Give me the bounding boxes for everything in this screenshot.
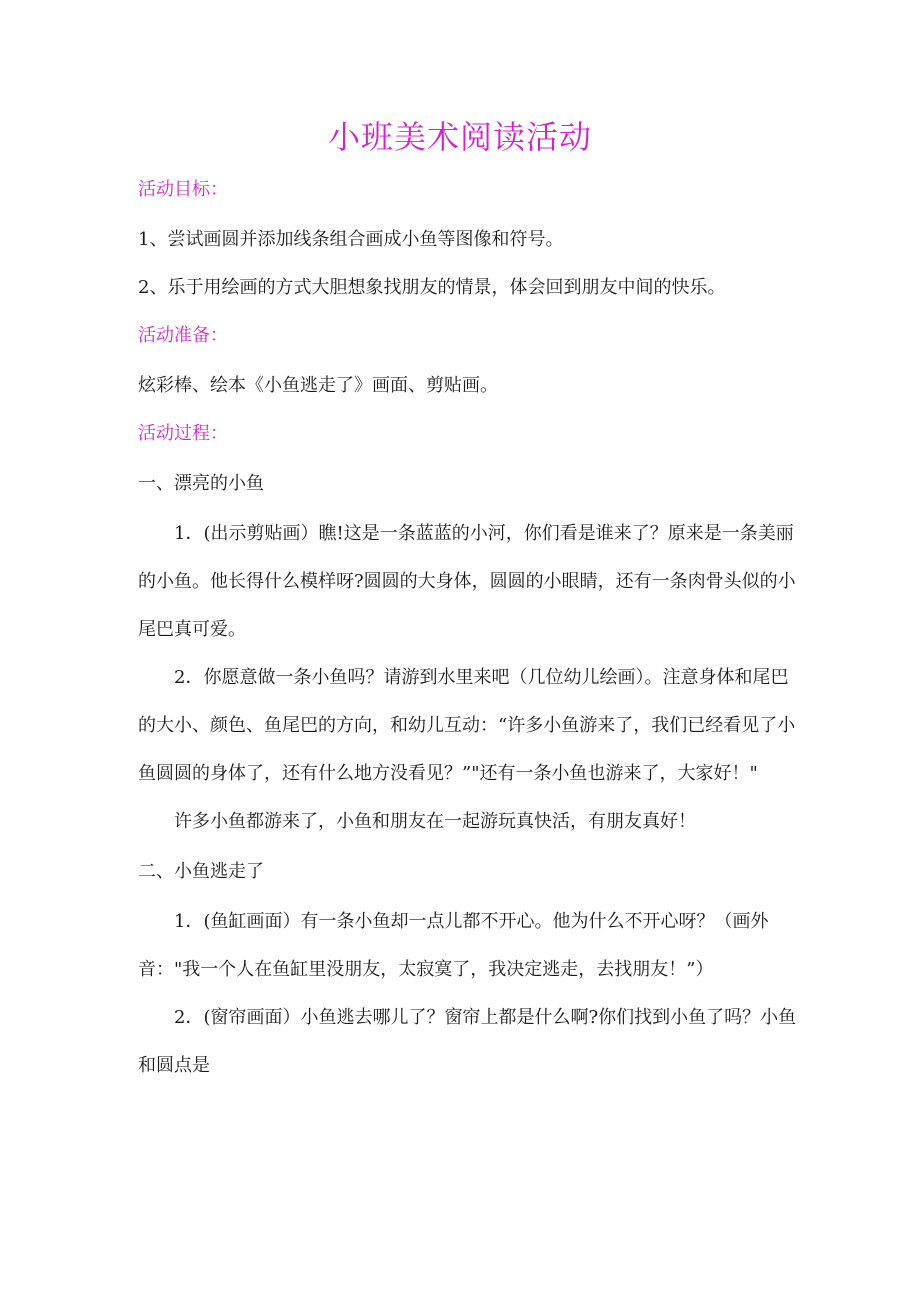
page-title: 小班美术阅读活动 [327,118,592,156]
process-part1-paragraph-3: 许多小鱼都游来了，小鱼和朋友在一起游玩真快活，有朋友真好！ [174,811,696,832]
process-part1-paragraph-2: 2．你愿意做一条小鱼吗？请游到水里来吧（几位幼儿绘画）。注意身体和尾巴的大小、颜色、鱼尾巴的方向，和幼儿互动：“许多小鱼游来了，我们已经看见了小鱼圆圆的身体了，还有什么地方没看见？”"还有一条小鱼也游来了，大家好！" [138,667,796,784]
section-heading-goals: 活动目标： [138,179,228,200]
process-part-title-2: 二、小鱼逃走了 [138,861,264,882]
section-heading-process: 活动过程： [138,423,228,444]
process-part-title-1: 一、漂亮的小鱼 [138,473,264,494]
preparation-text: 炫彩棒、绘本《小鱼逃走了》画面、剪贴画。 [138,375,498,396]
goal-item-2: 2、乐于用绘画的方式大胆想象找朋友的情景，体会回到朋友中间的快乐。 [138,277,726,298]
goal-item-1: 1、尝试画圆并添加线条组合画成小鱼等图像和符号。 [138,229,564,250]
process-part2-paragraph-1: 1．(鱼缸画面）有一条小鱼却一点儿都不开心。他为什么不开心呀？（画外音："我一个人在鱼缸里没朋友，太寂寞了，我决定逃走，去找朋友！”） [138,911,769,980]
process-part2-paragraph-2: 2．(窗帘画面）小鱼逃去哪儿了？窗帘上都是什么啊?你们找到小鱼了吗？小鱼和圆点是 [138,1007,797,1076]
process-part1-paragraph-1: 1．(出示剪贴画）瞧!这是一条蓝蓝的小河，你们看是谁来了？原来是一条美丽的小鱼。他长得什么模样呀?圆圆的大身体，圆圆的小眼睛，还有一条肉骨头似的小尾巴真可爱。 [138,523,796,640]
document-body [138,178,798,1090]
section-heading-preparation: 活动准备： [138,325,228,346]
